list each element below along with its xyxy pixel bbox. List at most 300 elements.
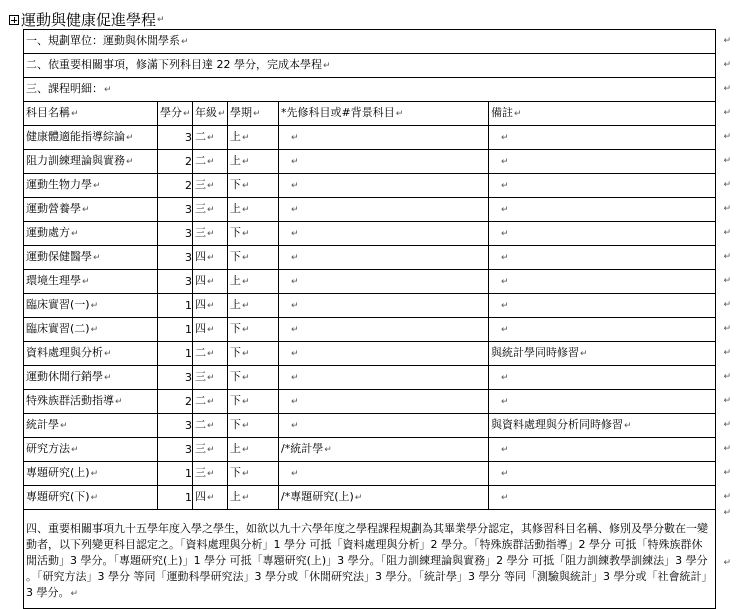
grade-text: 三: [195, 226, 206, 239]
prereq-cell: [279, 222, 489, 246]
paragraph-mark-icon: ↵: [218, 109, 226, 119]
header-term: [228, 102, 279, 126]
paragraph-mark-icon: ↵: [60, 421, 68, 431]
header-term-text: 學期: [230, 106, 252, 119]
course-name-text: 統計學: [26, 418, 59, 431]
prereq-cell: [279, 150, 489, 174]
footnote-text: 四、重要相關事項九十五學年度入學之學生，如欲以九十六學年度之學程課程規劃為其畢業學分認定，其修習科目名稱、修別及學分數在一變動者，以下列變更科目認定之。「資料處理與分析」1 學分 可抵「資料處理與分析」2 學分。「特殊族群活動指導」2 學分 可抵「特殊族群休閒活動」3 學分。「專題研究(上)」1 學分 可抵「專題研究(上)」3 學分。「阻力訓練理論與實務」2 學分 可抵「阻力訓練教學訓練法」3 學分 。「研究方法」3 學分 等同「運動科學研究法」3 學分或「休閒研究法」3 學分。「統計學」3 學分 等同「測驗與統計」3 學分或「社會統計」3 學分。: [26, 522, 713, 599]
course-row: [24, 342, 716, 366]
grade-text: 三: [195, 466, 206, 479]
course-name-text: 特殊族群活動指導: [26, 394, 114, 407]
course-name-text: 專題研究(下): [26, 490, 90, 503]
paragraph-mark-icon: ↵: [723, 557, 731, 568]
course-row: [24, 438, 716, 462]
credits-text: 3: [185, 202, 192, 216]
paragraph-mark-icon: ↵: [90, 493, 99, 503]
term-text: 上: [230, 298, 241, 311]
paragraph-mark-icon: ↵: [723, 203, 731, 214]
paragraph-mark-icon: ↵: [183, 109, 191, 119]
course-name-cell: [24, 198, 158, 222]
prereq-cell: [279, 270, 489, 294]
credits-cell: [158, 486, 193, 510]
course-name-cell: [24, 462, 158, 486]
header-prereq-text: *先修科目或#背景科目: [281, 106, 395, 119]
paragraph-mark-icon: ↵: [181, 37, 189, 47]
term-text: 下: [230, 226, 241, 239]
course-name-text: 運動保健醫學: [26, 250, 92, 263]
term-cell: [228, 342, 279, 366]
credits-cell: [158, 414, 193, 438]
header-prereq: [279, 102, 489, 126]
term-cell: [228, 222, 279, 246]
term-text: 上: [230, 490, 241, 503]
course-row: [24, 390, 716, 414]
remarks-cell: [489, 390, 716, 414]
credits-text: 3: [185, 418, 192, 432]
term-text: 下: [230, 394, 241, 407]
term-cell: [228, 174, 279, 198]
paragraph-mark-icon: ↵: [207, 229, 215, 239]
info-requirement-text: 二、依重要相關事項，修滿下列科目達 22 學分，完成本學程: [26, 58, 322, 71]
prereq-cell: [279, 342, 489, 366]
course-name-cell: [24, 222, 158, 246]
paragraph-mark-icon: ↵: [723, 491, 731, 502]
grade-cell: [193, 294, 228, 318]
prereq-cell: [279, 174, 489, 198]
remarks-text: 與資料處理與分析同時修習: [491, 418, 623, 431]
paragraph-mark-icon: ↵: [395, 109, 404, 119]
prereq-cell: [279, 414, 489, 438]
credits-cell: [158, 150, 193, 174]
paragraph-mark-icon: ↵: [291, 205, 299, 215]
paragraph-mark-icon: ↵: [90, 301, 99, 311]
course-row: [24, 486, 716, 510]
course-row: [24, 270, 716, 294]
grade-text: 三: [195, 370, 206, 383]
paragraph-mark-icon: ↵: [104, 373, 112, 383]
course-name-cell: [24, 150, 158, 174]
credits-text: 1: [185, 346, 192, 360]
paragraph-mark-icon: ↵: [242, 469, 250, 479]
paragraph-mark-icon: ↵: [501, 373, 509, 383]
term-text: 上: [230, 442, 241, 455]
grade-cell: [193, 150, 228, 174]
paragraph-mark-icon: ↵: [723, 107, 731, 118]
course-name-cell: [24, 126, 158, 150]
grade-text: 三: [195, 442, 206, 455]
paragraph-mark-icon: ↵: [723, 443, 731, 454]
course-name-cell: [24, 246, 158, 270]
grade-cell: [193, 174, 228, 198]
paragraph-mark-icon: ↵: [207, 205, 215, 215]
paragraph-mark-icon: ↵: [242, 397, 250, 407]
paragraph-mark-icon: ↵: [71, 109, 79, 119]
paragraph-mark-icon: ↵: [723, 227, 731, 238]
paragraph-mark-icon: ↵: [207, 133, 215, 143]
remarks-cell: [489, 366, 716, 390]
info-details-cell: [24, 78, 716, 102]
paragraph-mark-icon: ↵: [207, 397, 215, 407]
credits-text: 3: [185, 130, 192, 144]
remarks-cell: [489, 126, 716, 150]
paragraph-mark-icon: ↵: [126, 133, 134, 143]
course-name-cell: [24, 318, 158, 342]
paragraph-mark-icon: ↵: [242, 325, 250, 335]
paragraph-mark-icon: ↵: [723, 83, 731, 94]
paragraph-mark-icon: ↵: [291, 397, 299, 407]
course-name-cell: [24, 270, 158, 294]
paragraph-mark-icon: ↵: [71, 229, 79, 239]
course-name-text: 運動營養學: [26, 202, 81, 215]
grade-text: 二: [195, 130, 206, 143]
grade-cell: [193, 366, 228, 390]
credits-cell: [158, 438, 193, 462]
paragraph-mark-icon: ↵: [207, 349, 215, 359]
spacer-cell: [24, 510, 716, 520]
paragraph-mark-icon: ↵: [207, 253, 215, 263]
paragraph-mark-icon: ↵: [723, 371, 731, 382]
course-row: [24, 414, 716, 438]
grade-text: 二: [195, 418, 206, 431]
course-row: [24, 150, 716, 174]
grade-text: 三: [195, 202, 206, 215]
paragraph-mark-icon: ↵: [242, 253, 250, 263]
paragraph-mark-icon: ↵: [82, 277, 90, 287]
paragraph-mark-icon: ↵: [291, 253, 299, 263]
header-course-name: [24, 102, 158, 126]
grade-text: 二: [195, 154, 206, 167]
remarks-cell: [489, 486, 716, 510]
credits-cell: [158, 294, 193, 318]
prereq-cell: [279, 438, 489, 462]
grade-text: 四: [195, 490, 206, 503]
grade-cell: [193, 462, 228, 486]
prereq-cell: [279, 198, 489, 222]
info-row-unit: [24, 30, 716, 54]
prereq-cell: [279, 246, 489, 270]
spacer-row: [24, 510, 716, 520]
course-name-cell: [24, 414, 158, 438]
paragraph-mark-icon: ↵: [501, 253, 509, 263]
paragraph-mark-icon: ↵: [104, 349, 112, 359]
grade-cell: [193, 198, 228, 222]
paragraph-mark-icon: ↵: [93, 181, 101, 191]
paragraph-mark-icon: ↵: [207, 493, 215, 503]
header-remarks-text: 備註: [491, 106, 513, 119]
paragraph-mark-icon: ↵: [115, 397, 123, 407]
term-text: 下: [230, 370, 241, 383]
course-name-text: 運動生物力學: [26, 178, 92, 191]
paragraph-mark-icon: ↵: [723, 395, 731, 406]
course-row: [24, 294, 716, 318]
info-row-details: [24, 78, 716, 102]
course-row: [24, 198, 716, 222]
term-cell: [228, 366, 279, 390]
credits-text: 3: [185, 370, 192, 384]
prereq-text: /*統計學: [281, 442, 324, 455]
term-text: 下: [230, 178, 241, 191]
paragraph-mark-icon: ↵: [207, 325, 215, 335]
credits-cell: [158, 174, 193, 198]
paragraph-mark-icon: ↵: [242, 133, 250, 143]
course-name-text: 運動處方: [26, 226, 70, 239]
term-text: 上: [230, 130, 241, 143]
paragraph-mark-icon: ↵: [501, 397, 509, 407]
term-cell: [228, 486, 279, 510]
grade-cell: [193, 222, 228, 246]
course-row: [24, 126, 716, 150]
info-unit-cell: [24, 30, 716, 54]
paragraph-mark-icon: ↵: [580, 349, 588, 359]
course-name-cell: [24, 294, 158, 318]
credits-text: 3: [185, 226, 192, 240]
credits-text: 3: [185, 250, 192, 264]
course-name-text: 臨床實習(二): [26, 322, 90, 335]
term-text: 下: [230, 250, 241, 263]
credits-text: 1: [185, 322, 192, 336]
course-name-text: 環境生理學: [26, 274, 81, 287]
prereq-cell: [279, 318, 489, 342]
grade-text: 四: [195, 322, 206, 335]
paragraph-mark-icon: ↵: [207, 181, 215, 191]
info-unit-text: 一、規劃單位：運動與休閒學系: [26, 34, 180, 47]
paragraph-mark-icon: ↵: [501, 493, 509, 503]
paragraph-mark-icon: ↵: [354, 493, 363, 503]
grade-cell: [193, 438, 228, 462]
paragraph-mark-icon: ↵: [242, 157, 250, 167]
course-row: [24, 222, 716, 246]
remarks-text: 與統計學同時修習: [491, 346, 579, 359]
paragraph-mark-icon: ↵: [291, 157, 299, 167]
paragraph-mark-icon: ↵: [501, 277, 509, 287]
paragraph-mark-icon: ↵: [723, 251, 731, 262]
term-cell: [228, 414, 279, 438]
remarks-cell: [489, 174, 716, 198]
paragraph-mark-icon: ↵: [82, 205, 90, 215]
credits-text: 1: [185, 466, 192, 480]
term-cell: [228, 246, 279, 270]
remarks-cell: [489, 414, 716, 438]
term-cell: [228, 462, 279, 486]
paragraph-mark-icon: ↵: [324, 445, 332, 455]
remarks-cell: [489, 246, 716, 270]
remarks-cell: [489, 462, 716, 486]
credits-cell: [158, 198, 193, 222]
header-credits: [158, 102, 193, 126]
term-text: 下: [230, 346, 241, 359]
paragraph-mark-icon: ↵: [242, 493, 250, 503]
paragraph-mark-icon: ↵: [514, 109, 522, 119]
course-name-text: 阻力訓練理論與實務: [26, 154, 125, 167]
paragraph-mark-icon: ↵: [242, 205, 250, 215]
term-text: 上: [230, 154, 241, 167]
paragraph-mark-icon: ↵: [723, 347, 731, 358]
term-cell: [228, 438, 279, 462]
term-text: 下: [230, 418, 241, 431]
paragraph-mark-icon: ↵: [501, 133, 509, 143]
footnote-cell: [24, 519, 716, 609]
prereq-cell: [279, 126, 489, 150]
term-text: 上: [230, 202, 241, 215]
grade-cell: [193, 342, 228, 366]
term-cell: [228, 318, 279, 342]
paragraph-mark-icon: ↵: [93, 253, 101, 263]
paragraph-mark-icon: ↵: [723, 467, 731, 478]
paragraph-mark-icon: ↵: [723, 179, 731, 190]
grade-text: 四: [195, 250, 206, 263]
table-move-handle-icon[interactable]: [9, 15, 19, 25]
paragraph-mark-icon: ↵: [291, 325, 299, 335]
paragraph-mark-icon: ↵: [207, 469, 215, 479]
paragraph-mark-icon: ↵: [207, 277, 215, 287]
grade-cell: [193, 486, 228, 510]
footnote-row: [24, 519, 716, 609]
title-text: 運動與健康促進學程: [21, 11, 157, 29]
paragraph-mark-icon: ↵: [291, 469, 299, 479]
course-row: [24, 318, 716, 342]
info-row-requirement: [24, 54, 716, 78]
remarks-cell: [489, 294, 716, 318]
grade-cell: [193, 390, 228, 414]
prereq-cell: [279, 462, 489, 486]
course-row: [24, 366, 716, 390]
grade-text: 四: [195, 298, 206, 311]
credits-text: 2: [185, 178, 192, 192]
header-credits-text: 學分: [160, 106, 182, 119]
paragraph-mark-icon: ↵: [242, 277, 250, 287]
course-row: [24, 174, 716, 198]
paragraph-mark-icon: ↵: [501, 469, 509, 479]
document-title: [9, 10, 165, 30]
paragraph-mark-icon: ↵: [501, 229, 509, 239]
credits-cell: [158, 366, 193, 390]
paragraph-mark-icon: ↵: [207, 301, 215, 311]
paragraph-mark-icon: ↵: [723, 419, 731, 430]
paragraph-mark-icon: ↵: [242, 181, 250, 191]
credits-cell: [158, 126, 193, 150]
paragraph-mark-icon: ↵: [723, 508, 731, 519]
paragraph-mark-icon: ↵: [207, 157, 215, 167]
paragraph-mark-icon: ↵: [253, 109, 261, 119]
paragraph-mark-icon: ↵: [291, 349, 299, 359]
paragraph-mark-icon: ↵: [242, 301, 250, 311]
course-name-text: 運動休閒行銷學: [26, 370, 103, 383]
course-name-cell: [24, 342, 158, 366]
term-cell: [228, 270, 279, 294]
credits-cell: [158, 318, 193, 342]
course-name-cell: [24, 486, 158, 510]
paragraph-mark-icon: ↵: [624, 421, 632, 431]
credits-cell: [158, 390, 193, 414]
remarks-cell: [489, 150, 716, 174]
paragraph-mark-icon: ↵: [501, 445, 509, 455]
remarks-cell: [489, 342, 716, 366]
paragraph-mark-icon: ↵: [207, 373, 215, 383]
remarks-cell: [489, 270, 716, 294]
paragraph-mark-icon: ↵: [723, 323, 731, 334]
paragraph-mark-icon: ↵: [723, 155, 731, 166]
paragraph-mark-icon: ↵: [323, 61, 331, 71]
credits-cell: [158, 342, 193, 366]
header-course-name-text: 科目名稱: [26, 106, 70, 119]
credits-text: 3: [185, 442, 192, 456]
term-text: 下: [230, 322, 241, 335]
remarks-cell: [489, 438, 716, 462]
term-text: 上: [230, 274, 241, 287]
prereq-cell: [279, 366, 489, 390]
header-remarks: [489, 102, 716, 126]
grade-cell: [193, 246, 228, 270]
grade-text: 三: [195, 178, 206, 191]
paragraph-mark-icon: ↵: [501, 301, 509, 311]
header-grade-text: 年級: [195, 106, 217, 119]
grade-text: 二: [195, 346, 206, 359]
term-cell: [228, 150, 279, 174]
credits-text: 1: [185, 490, 192, 504]
info-requirement-cell: [24, 54, 716, 78]
paragraph-mark-icon: ↵: [723, 59, 731, 70]
paragraph-mark-icon: ↵: [501, 157, 509, 167]
grade-cell: [193, 414, 228, 438]
remarks-cell: [489, 198, 716, 222]
paragraph-mark-icon: ↵: [90, 325, 99, 335]
prereq-cell: [279, 294, 489, 318]
paragraph-mark-icon: ↵: [723, 299, 731, 310]
credits-text: 1: [185, 298, 192, 312]
paragraph-mark-icon: ↵: [126, 157, 134, 167]
course-name-cell: [24, 174, 158, 198]
paragraph-mark-icon: ↵: [242, 229, 250, 239]
paragraph-mark-icon: ↵: [501, 325, 509, 335]
course-name-text: 臨床實習(一): [26, 298, 90, 311]
course-name-cell: [24, 438, 158, 462]
paragraph-mark-icon: ↵: [291, 421, 299, 431]
paragraph-mark-icon: ↵: [242, 421, 250, 431]
paragraph-mark-icon: ↵: [157, 15, 165, 25]
grade-cell: [193, 126, 228, 150]
paragraph-mark-icon: ↵: [207, 445, 215, 455]
course-row: [24, 246, 716, 270]
course-name-cell: [24, 366, 158, 390]
header-grade: [193, 102, 228, 126]
remarks-cell: [489, 318, 716, 342]
grade-cell: [193, 318, 228, 342]
paragraph-mark-icon: ↵: [291, 181, 299, 191]
paragraph-mark-icon: ↵: [291, 229, 299, 239]
paragraph-mark-icon: ↵: [291, 277, 299, 287]
paragraph-mark-icon: ↵: [291, 301, 299, 311]
paragraph-mark-icon: ↵: [90, 469, 99, 479]
paragraph-mark-icon: ↵: [242, 349, 250, 359]
table-header-row: [24, 102, 716, 126]
grade-text: 四: [195, 274, 206, 287]
paragraph-mark-icon: ↵: [501, 181, 509, 191]
remarks-cell: [489, 222, 716, 246]
term-cell: [228, 294, 279, 318]
prereq-text: /*專題研究(上): [281, 490, 354, 503]
course-name-text: 資料處理與分析: [26, 346, 103, 359]
credits-text: 2: [185, 154, 192, 168]
paragraph-mark-icon: ↵: [242, 373, 250, 383]
paragraph-mark-icon: ↵: [723, 275, 731, 286]
paragraph-mark-icon: ↵: [291, 373, 299, 383]
term-cell: [228, 390, 279, 414]
paragraph-mark-icon: ↵: [104, 85, 112, 95]
paragraph-mark-icon: ↵: [242, 445, 250, 455]
course-name-text: 專題研究(上): [26, 466, 90, 479]
course-name-cell: [24, 390, 158, 414]
credits-cell: [158, 270, 193, 294]
